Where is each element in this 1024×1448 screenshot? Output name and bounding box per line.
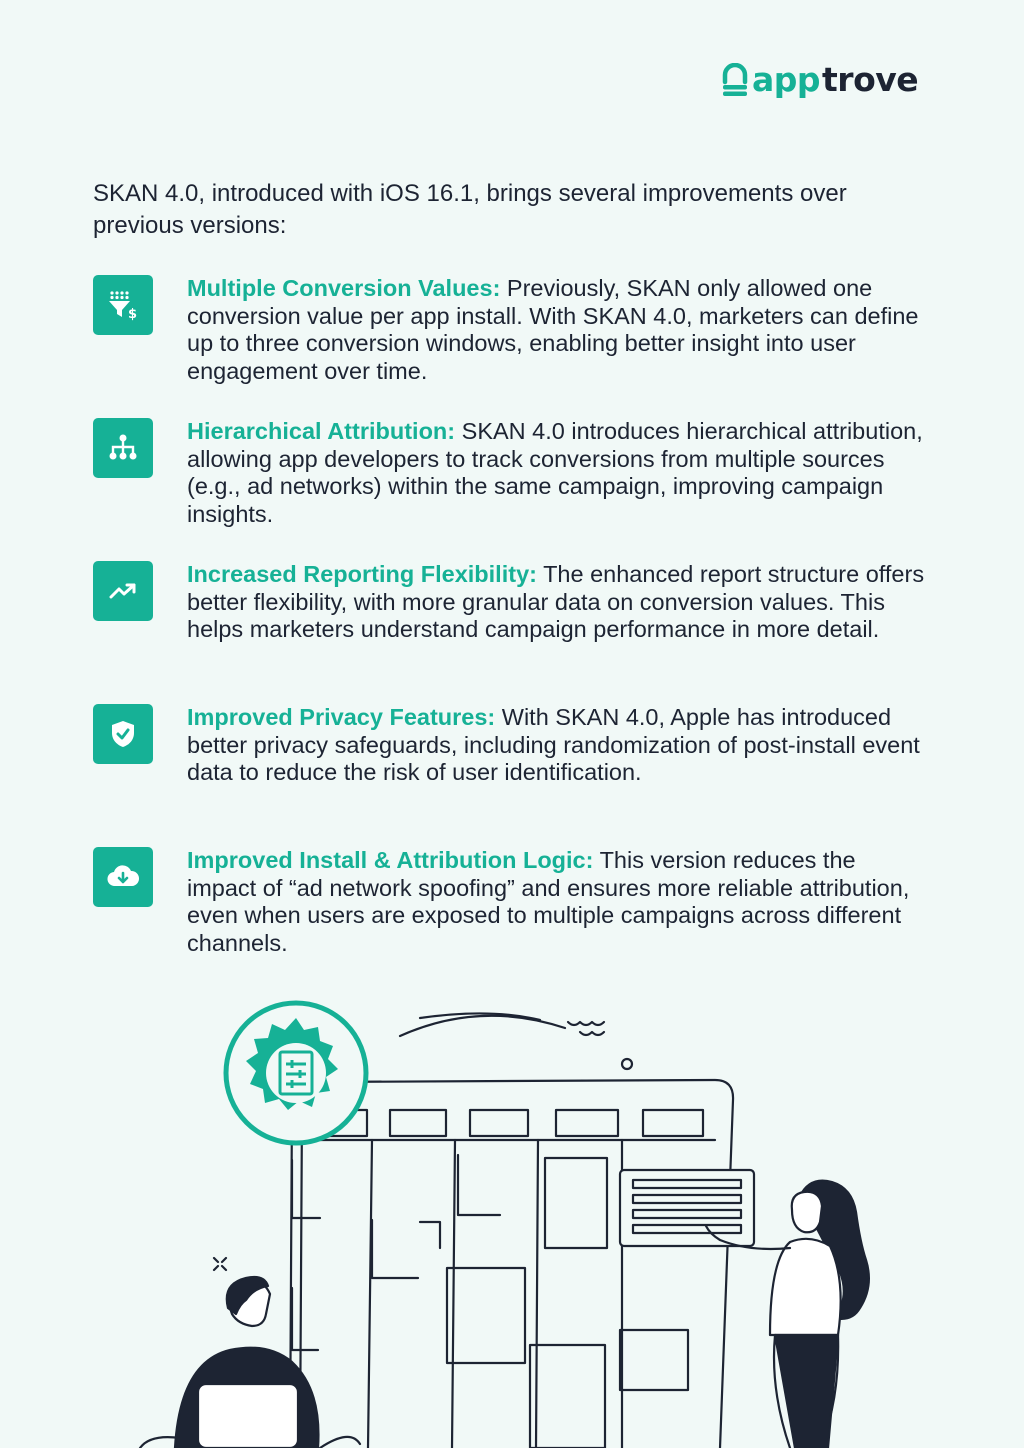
logo-text-trove: trove — [822, 60, 919, 99]
intro-paragraph: SKAN 4.0, introduced with iOS 16.1, brings several improvements over previous versions: — [93, 180, 847, 239]
feature-item — [93, 561, 933, 681]
feature-title: Increased Reporting Flexibility: — [187, 561, 537, 587]
feature-body: SKAN 4.0 introduces hierarchical attribution, allowing app developers to track conversions from multiple sources (e.g., ad networks) within the same campaign, improving campaign insights. — [187, 418, 923, 527]
apptrove-logo-mark-icon — [722, 63, 748, 97]
apptrove-logo — [722, 60, 918, 99]
feature-item — [93, 704, 933, 824]
feature-body: The enhanced report structure offers better flexibility, with more granular data on conversion values. This helps marketers understand campaign performance in more detail. — [187, 561, 925, 642]
shield-check-icon — [93, 704, 153, 764]
feature-text — [187, 561, 927, 644]
feature-item — [93, 275, 933, 395]
feature-body: This version reduces the impact of “ad network spoofing” and ensures more reliable attribution, even when users are exposed to multiple campaigns across different channels. — [187, 847, 910, 956]
cloud-download-icon — [93, 847, 153, 907]
feature-text — [187, 418, 927, 528]
funnel-dollar-icon — [93, 275, 153, 335]
feature-title: Improved Privacy Features: — [187, 704, 496, 730]
logo-text-app: app — [752, 60, 821, 99]
svg-text:$: $ — [128, 307, 138, 322]
feature-body: Previously, SKAN only allowed one conversion value per app install. With SKAN 4.0, marketers can define up to three conversion windows, enabling better insight into user engagement over time. — [187, 275, 919, 384]
feature-title: Multiple Conversion Values: — [187, 275, 501, 301]
feature-title: Hierarchical Attribution: — [187, 418, 456, 444]
feature-title: Improved Install & Attribution Logic: — [187, 847, 594, 873]
kanban-board-illustration — [0, 990, 1024, 1448]
feature-item — [93, 847, 933, 967]
feature-text — [187, 847, 927, 957]
feature-body: With SKAN 4.0, Apple has introduced better privacy safeguards, including randomization of post-install event data to reduce the risk of user identification. — [187, 704, 920, 785]
trending-up-icon — [93, 561, 153, 621]
feature-text — [187, 704, 927, 787]
feature-text — [187, 275, 927, 385]
hierarchy-icon — [93, 418, 153, 478]
feature-item — [93, 418, 933, 538]
